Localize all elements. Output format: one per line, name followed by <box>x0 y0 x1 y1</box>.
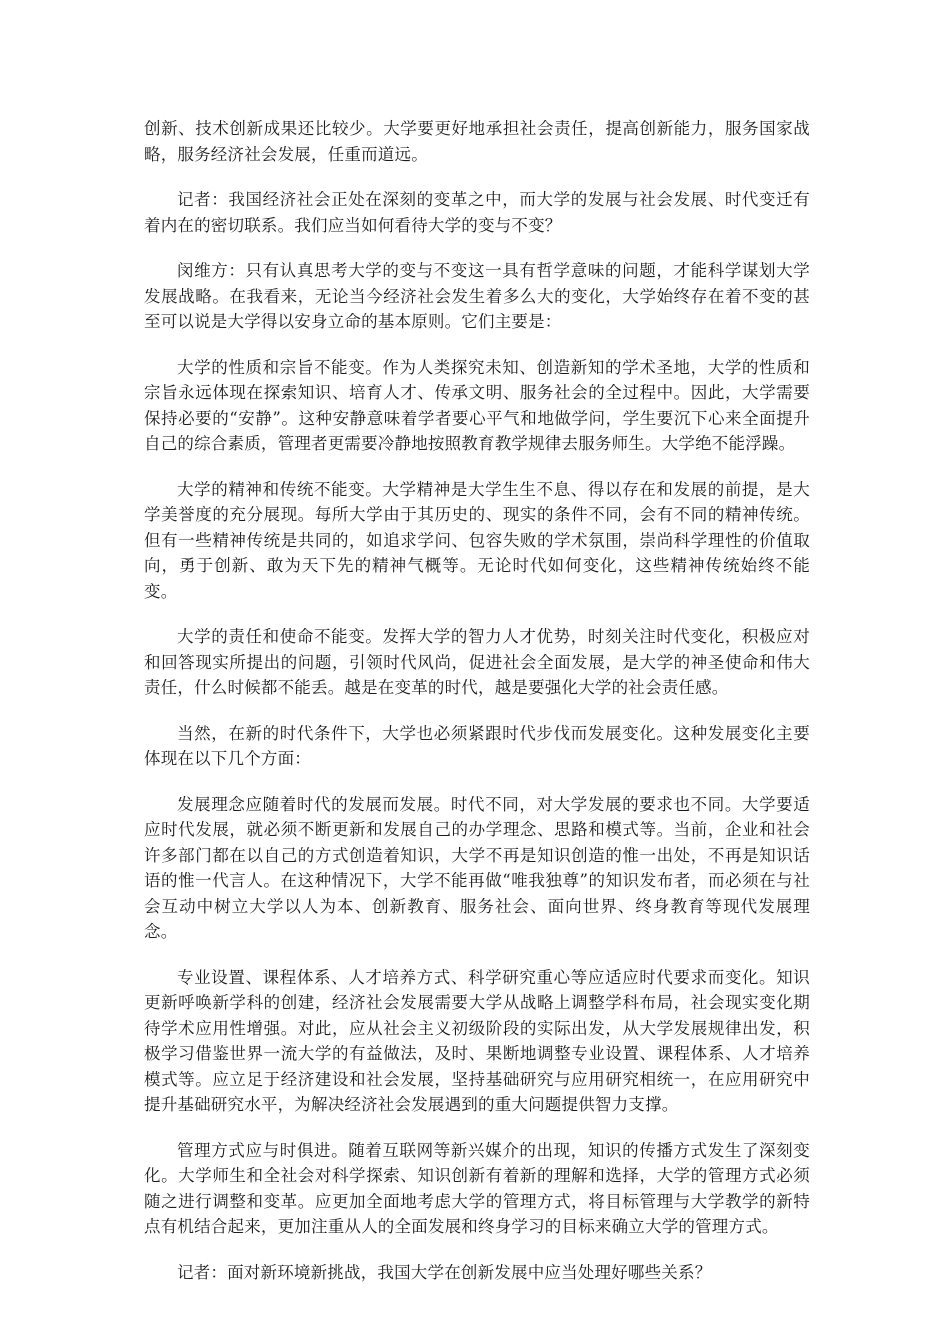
paragraph-nature-purpose: 大学的性质和宗旨不能变。作为人类探究未知、创造新知的学术圣地，大学的性质和宗旨永远体现在探索知识、培育人才、传承文明、服务社会的全过程中。因此，大学需要保持必要的“安静”。这种安静意味着学者要心平气和地做学问，学生要沉下心来全面提升自己的综合素质，管理者更需要冷静地按照教育教学规律去服务师生。大学绝不能浮躁。 <box>144 357 810 453</box>
paragraph-answer-intro: 闵维方：只有认真思考大学的变与不变这一具有哲学意味的问题，才能科学谋划大学发展战略。在我看来，无论当今经济社会发生着多么大的变化，大学始终存在着不变的甚至可以说是大学得以安身立命的基本原则。它们主要是： <box>144 261 810 331</box>
paragraph-reporter-question-1: 记者：我国经济社会正处在深刻的变革之中，而大学的发展与社会发展、时代变迁有着内在的密切联系。我们应当如何看待大学的变与不变？ <box>144 190 810 235</box>
paragraph-change-intro: 当然，在新的时代条件下，大学也必须紧跟时代步伐而发展变化。这种发展变化主要体现在以下几个方面： <box>144 723 810 768</box>
paragraph-curriculum-research: 专业设置、课程体系、人才培养方式、科学研究重心等应适应时代要求而变化。知识更新呼唤新学科的创建，经济社会发展需要大学从战略上调整学科布局，社会现实变化期待学术应用性增强。对此，应从社会主义初级阶段的实际出发，从大学发展规律出发，积极学习借鉴世界一流大学的有益做法，及时、果断地调整专业设置、课程体系、人才培养模式等。应立足于经济建设和社会发展，坚持基础研究与应用研究相统一，在应用研究中提升基础研究水平，为解决经济社会发展遇到的重大问题提供智力支撑。 <box>144 967 810 1114</box>
article-body <box>144 116 810 1305</box>
paragraph-development-concept: 发展理念应随着时代的发展而发展。时代不同，对大学发展的要求也不同。大学要适应时代发展，就必须不断更新和发展自己的办学理念、思路和模式等。当前，企业和社会许多部门都在以自己的方式创造着知识，大学不再是知识创造的惟一出处，不再是知识话语的惟一代言人。在这种情况下，大学不能再做“唯我独尊”的知识发布者，而必须在与社会互动中树立大学以人为本、创新教育、服务社会、面向世界、终身教育等现代发展理念。 <box>144 794 810 941</box>
paragraph-continuation: 创新、技术创新成果还比较少。大学要更好地承担社会责任，提高创新能力，服务国家战略，服务经济社会发展，任重而道远。 <box>144 119 810 164</box>
paragraph-spirit-tradition: 大学的精神和传统不能变。大学精神是大学生生不息、得以存在和发展的前提，是大学美誉度的充分展现。每所大学由于其历史的、现实的条件不同，会有不同的精神传统。但有一些精神传统是共同的，如追求学问、包容失败的学术氛围，崇尚科学理性的价值取向，勇于创新、敢为天下先的精神气概等。无论时代如何变化，这些精神传统始终不能变。 <box>144 479 810 601</box>
paragraph-reporter-question-2: 记者：面对新环境新挑战，我国大学在创新发展中应当处理好哪些关系？ <box>177 1262 712 1282</box>
paragraph-management: 管理方式应与时俱进。随着互联网等新兴媒介的出现，知识的传播方式发生了深刻变化。大学师生和全社会对科学探索、知识创新有着新的理解和选择，大学的管理方式必须随之进行调整和变革。应更加全面地考虑大学的管理方式，将目标管理与大学教学的新特点有机结合起来，更加注重从人的全面发展和终身学习的目标来确立大学的管理方式。 <box>144 1140 810 1236</box>
paragraph-responsibility-mission: 大学的责任和使命不能变。发挥大学的智力人才优势，时刻关注时代变化，积极应对和回答现实所提出的问题，引领时代风尚，促进社会全面发展，是大学的神圣使命和伟大责任，什么时候都不能丢。越是在变革的时代，越是要强化大学的社会责任感。 <box>144 627 810 697</box>
